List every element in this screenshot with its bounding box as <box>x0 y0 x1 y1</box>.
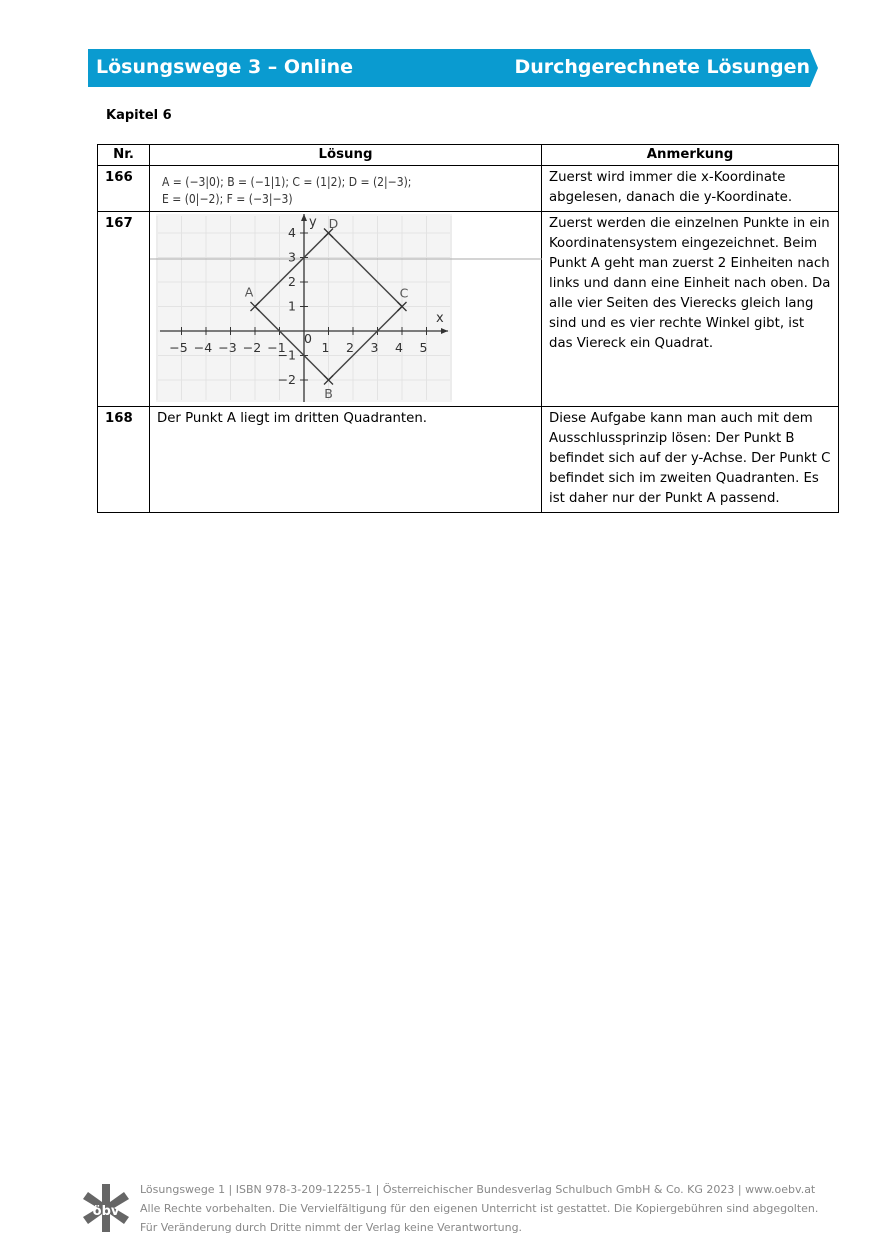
book-title: Lösungswege 3 – Online <box>96 56 354 78</box>
solution-line: A = (−3|0); B = (−1|1); C = (1|2); D = (2|−3); <box>162 175 412 189</box>
x-tick-label: 5 <box>419 340 428 355</box>
x-tick-label: 1 <box>321 340 330 355</box>
table-row <box>98 407 839 513</box>
solution-cell: Der Punkt A liegt im dritten Quadranten. <box>150 407 542 513</box>
header-banner <box>88 49 818 87</box>
solution-cell <box>150 166 542 212</box>
row-number: 168 <box>98 407 150 513</box>
header-solution: Lösung <box>150 145 542 166</box>
note-cell: Diese Aufgabe kann man auch mit dem Ausschlussprinzip lösen: Der Punkt B befindet sich auf der y-Achse. Der Punkt C befindet sich im zweiten Quadranten. Es ist daher nur der Punkt A passend. <box>542 407 839 513</box>
x-tick-label: −3 <box>218 340 237 355</box>
x-axis-label: x <box>436 311 444 326</box>
footer-line: Alle Rechte vorbehalten. Die Vervielfältigung für den eigenen Unterricht ist gestattet. Die Kopiergebühren sind abgegolten. <box>140 1202 819 1215</box>
note-cell: Zuerst wird immer die x-Koordinate abgelesen, danach die y-Koordinate. <box>542 166 839 212</box>
header-note: Anmerkung <box>542 145 839 166</box>
footer-line: Für Veränderung durch Dritte nimmt der Verlag keine Verantwortung. <box>140 1221 523 1234</box>
solutions-table <box>97 144 839 513</box>
x-tick-label: −1 <box>267 340 286 355</box>
chapter-heading: Kapitel 6 <box>106 108 172 123</box>
y-tick-label: 3 <box>288 249 296 265</box>
x-tick-label: 0 <box>304 331 312 346</box>
row-number: 167 <box>98 212 150 407</box>
oebv-logo <box>80 1182 132 1234</box>
coordinate-graph <box>150 212 542 406</box>
logo-text: öbv <box>92 1204 120 1219</box>
point-label: B <box>324 386 333 401</box>
x-tick-label: −4 <box>193 340 213 355</box>
y-tick-label: 4 <box>288 225 296 240</box>
point-label: A <box>244 284 254 300</box>
table-row <box>98 212 839 407</box>
x-tick-label: −5 <box>169 340 188 355</box>
y-tick-label: 1 <box>288 298 296 314</box>
section-title: Durchgerechnete Lösungen <box>514 56 810 78</box>
y-tick-label: 2 <box>288 274 296 289</box>
solution-line: E = (0|−2); F = (−3|−3) <box>162 192 293 206</box>
x-tick-label: 2 <box>346 340 354 355</box>
footer <box>80 1180 820 1234</box>
x-tick-label: 3 <box>370 340 379 355</box>
x-tick-label: 4 <box>395 340 403 355</box>
y-tick-label: −1 <box>277 347 296 363</box>
table-header-row <box>98 145 839 166</box>
point-label: D <box>328 216 339 231</box>
point-label: C <box>399 285 409 301</box>
row-number: 166 <box>98 166 150 212</box>
footer-line: Lösungswege 1 | ISBN 978-3-209-12255-1 | Österreichischer Bundesverlag Schulbuch GmbH & Co. KG 2023 | www.oebv.at <box>140 1183 816 1196</box>
x-tick-label: −2 <box>242 340 262 355</box>
y-axis-label: y <box>309 215 317 230</box>
table-row <box>98 166 839 212</box>
header-nr: Nr. <box>98 145 150 166</box>
y-tick-label: −2 <box>277 372 296 387</box>
graph-cell <box>150 212 542 407</box>
note-cell: Zuerst werden die einzelnen Punkte in ein Koordinatensystem eingezeichnet. Beim Punkt A geht man zuerst 2 Einheiten nach links und dann eine Einheit nach oben. Da alle vier Seiten des Vierecks gleich lang sind und es vier rechte Winkel gibt, ist das Viereck ein Quadrat. <box>542 212 839 407</box>
